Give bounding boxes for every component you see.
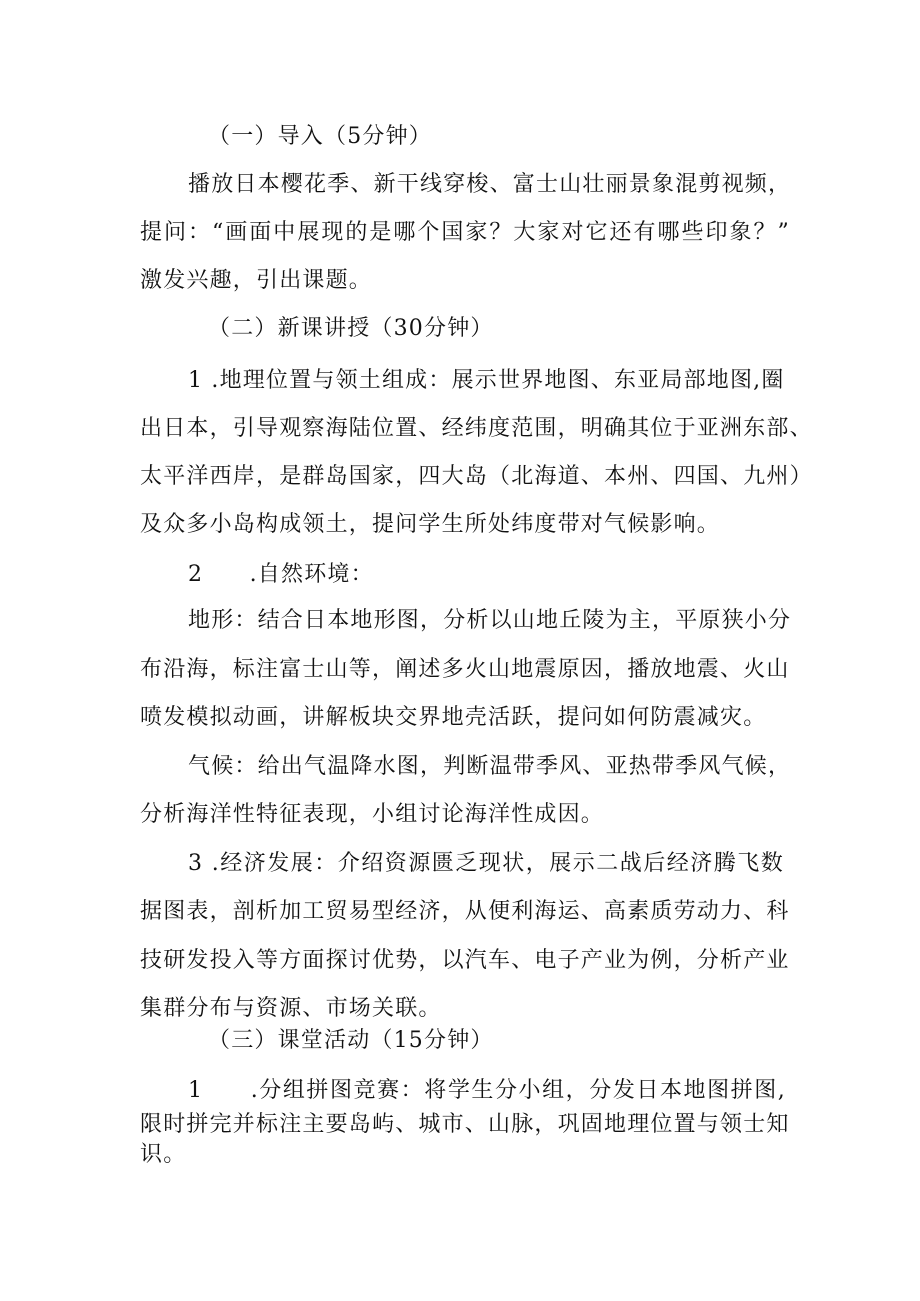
paragraph-line: 限时拼完并标注主要岛屿、城市、山脉，巩固地理位置与领士知	[140, 1112, 790, 1137]
paragraph-line: 1 .分组拼图竞赛：将学生分小组，分发日本地图拼图,	[188, 1078, 786, 1103]
paragraph-line: 集群分布与资源、市场关联。	[140, 996, 442, 1021]
section-heading-intro: （一）导入（5分钟）	[208, 124, 432, 149]
paragraph-line: 据图表，剖析加工贸易型经济，从便利海运、高素质劳动力、科	[140, 899, 790, 924]
paragraph-line: 布沿海，标注富士山等，阐述多火山地震原因，播放地震、火山	[140, 657, 790, 682]
paragraph-line: 播放日本樱花季、新干线穿梭、富士山壮丽景象混剪视频，	[188, 172, 792, 197]
paragraph-line: 地形：结合日本地形图，分析以山地丘陵为主，平原狭小分	[188, 608, 792, 633]
paragraph-line: 及众多小岛构成领土，提问学生所处纬度带对气候影响。	[140, 512, 721, 537]
paragraph-line: 3 .经济发展：介绍资源匮乏现状，展示二战后经济腾飞数	[188, 851, 784, 876]
subheading-natural-environment: 2 .自然环境：	[188, 562, 374, 587]
paragraph-line: 识。	[140, 1142, 187, 1167]
paragraph-line: 激发兴趣，引出课题。	[140, 268, 373, 293]
paragraph-line: 喷发模拟动画，讲解板块交界地壳活跃，提问如何防震减灾。	[140, 705, 767, 730]
section-heading-class-activity: （三）课堂活动（15分钟）	[208, 1028, 494, 1053]
paragraph-line: 分析海洋性特征表现，小组讨论海洋性成因。	[140, 802, 605, 827]
paragraph-line: 气候：给出气温降水图，判断温带季风、亚热带季风气候，	[188, 754, 792, 779]
paragraph-line: 技研发投入等方面探讨优势，以汽车、电子产业为例，分析产业	[140, 948, 790, 973]
paragraph-line: 太平洋西岸，是群岛国家，四大岛（北海道、本州、四国、九州）	[140, 464, 813, 489]
section-heading-new-lesson: （二）新课讲授（30分钟）	[208, 316, 494, 341]
paragraph-line: 出日本，引导观察海陆位置、经纬度范围，明确其位于亚洲东部、	[140, 416, 813, 441]
paragraph-line: 提问：“画面中展现的是哪个国家？大家对它还有哪些印象？”	[140, 220, 790, 245]
paragraph-line: 1 .地理位置与领土组成：展示世界地图、东亚局部地图,圈	[188, 368, 785, 393]
